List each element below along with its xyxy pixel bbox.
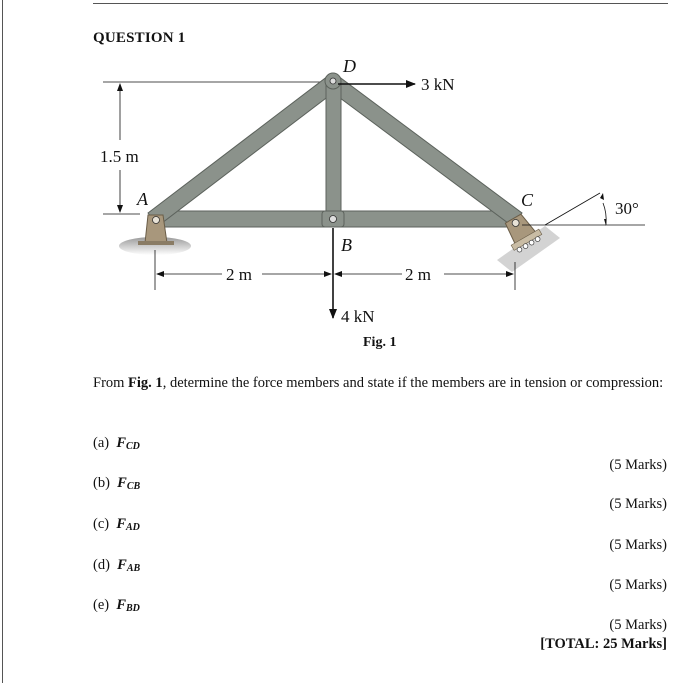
part-d: (d) $F_{AB}$ xyxy=(93,557,141,574)
truss-members xyxy=(148,76,522,227)
part-e: (e) $F_{BD}$ xyxy=(93,597,140,614)
label-load-horizontal: 3 kN xyxy=(421,75,455,94)
label-node-a: A xyxy=(137,189,148,209)
part-a: (a) $F_{CD}$ xyxy=(93,435,140,452)
label-load-vertical: 4 kN xyxy=(341,307,375,326)
part-c-marks: (5 Marks) xyxy=(609,537,667,553)
prompt-figure-ref: Fig. 1 xyxy=(128,375,163,391)
question-prompt xyxy=(93,374,668,393)
span-dimension xyxy=(155,228,515,290)
figure-caption: Fig. 1 xyxy=(363,335,397,350)
part-b: (b) $F_{CB}$ xyxy=(93,475,141,492)
member-ad xyxy=(148,76,338,226)
label-node-b: B xyxy=(341,235,352,255)
total-marks: [TOTAL: 25 Marks] xyxy=(540,636,667,652)
label-span-left: 2 m xyxy=(226,265,252,284)
label-node-d: D xyxy=(343,56,356,76)
prompt-lead: From xyxy=(93,375,129,391)
part-e-marks: (5 Marks) xyxy=(609,617,667,633)
part-b-marks: (5 Marks) xyxy=(609,496,667,512)
label-height: 1.5 m xyxy=(100,147,139,166)
label-incline-angle: 30° xyxy=(615,199,639,218)
label-node-c: C xyxy=(521,190,534,210)
part-a-marks: (5 Marks) xyxy=(609,457,667,473)
question-title: QUESTION 1 xyxy=(93,30,186,46)
part-c: (c) $F_{AD}$ xyxy=(93,516,140,533)
member-bd xyxy=(326,82,341,220)
member-dc xyxy=(328,76,522,226)
label-span-right: 2 m xyxy=(405,265,431,284)
prompt-rest: , determine the force members and state if the members are in tension or compression: xyxy=(162,375,664,391)
part-d-marks: (5 Marks) xyxy=(609,577,667,593)
